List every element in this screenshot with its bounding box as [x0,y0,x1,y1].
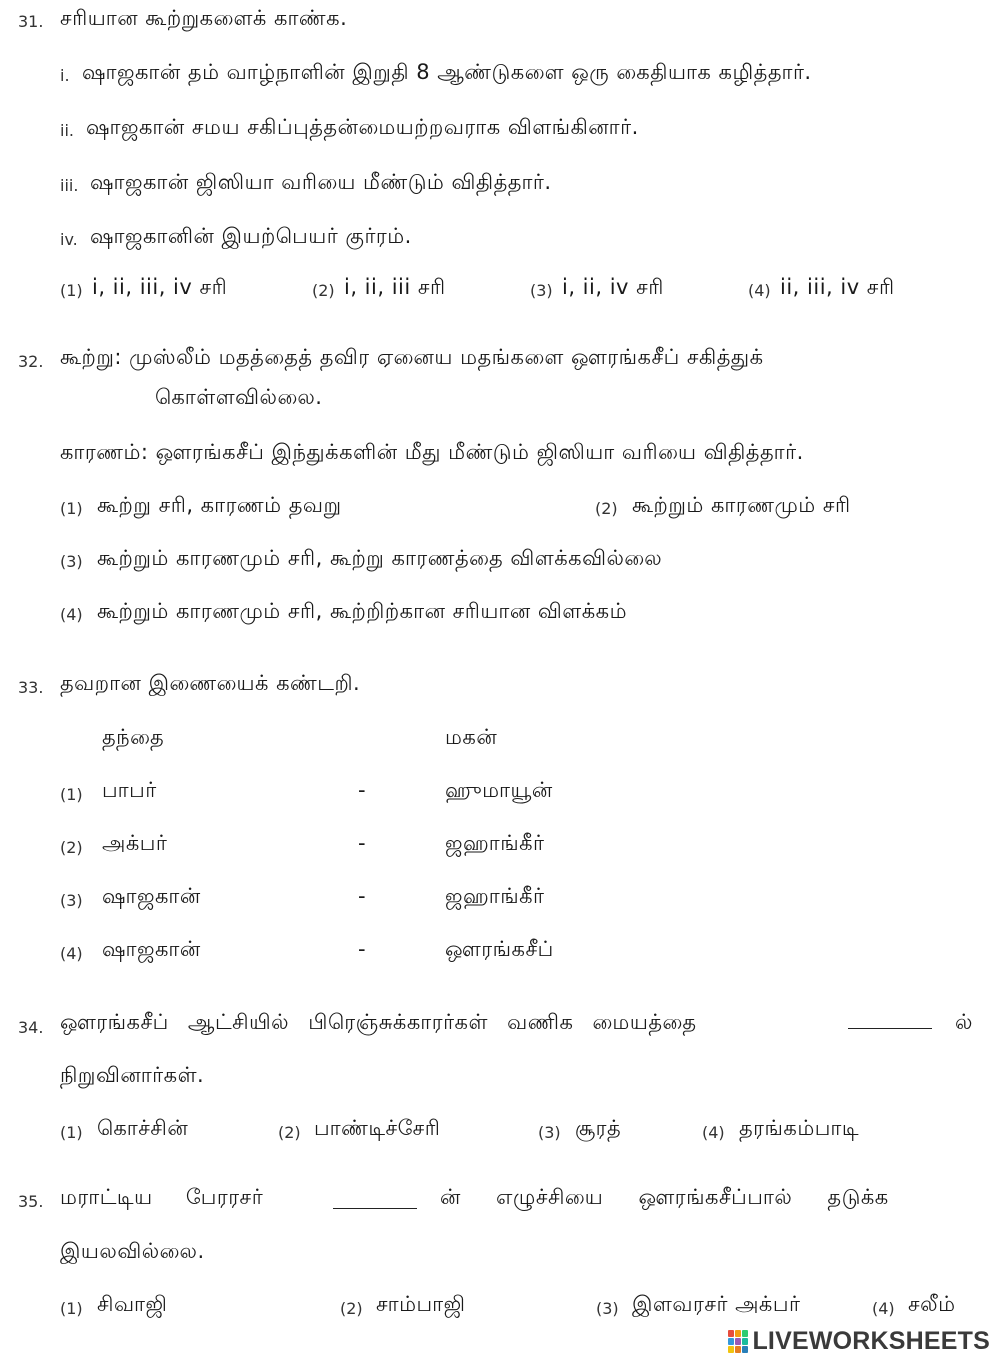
q34-option-number: (1) [60,1123,83,1142]
liveworksheets-logo-icon [728,1330,750,1354]
q33-father[interactable]: ஷாஜகான் [102,884,201,908]
q34-text-continued: நிறுவினார்கள். [60,1063,205,1087]
q33-option-number: (2) [60,838,83,857]
q31-option-number: (1) [60,281,83,300]
liveworksheets-logo[interactable] [728,1327,990,1356]
q34-number: 34. [18,1018,44,1037]
q35-text-continued: இயலவில்லை. [60,1239,205,1263]
q31-option-number: (3) [530,281,553,300]
q31-stem: சரியான கூற்றுகளைக் காண்க. [60,6,348,30]
q31-statement: ஷாஜகான் சமய சகிப்புத்தன்மையற்றவராக விளங்கினார். [86,115,639,139]
q34-option-number: (2) [278,1123,301,1142]
q33-column-father: தந்தை [102,725,165,749]
logo-tile [742,1330,748,1337]
q33-dash: - [358,937,367,961]
q32-option[interactable]: கூற்றும் காரணமும் சரி, கூற்று காரணத்தை விளக்கவில்லை [97,546,663,570]
q32-option[interactable]: கூற்றும் காரணமும் சரி [632,493,851,517]
q32-reason: காரணம்: ஔரங்கசீப் இந்துக்களின் மீது மீண்டும் ஜிஸியா வரியை விதித்தார். [60,440,804,464]
logo-tile [735,1346,741,1353]
q33-dash: - [358,778,367,802]
q31-statement: ஷாஜகானின் இயற்பெயர் குர்ரம். [90,224,412,248]
q32-option[interactable]: கூற்றும் காரணமும் சரி, கூற்றிற்கான சரியான விளக்கம் [97,599,627,623]
logo-tile [735,1338,741,1345]
q35-text: மராட்டிய பேரரசர் [60,1185,264,1209]
q33-son[interactable]: ஜஹாங்கீர் [445,831,545,855]
q31-option[interactable]: ii, iii, iv சரி [780,275,895,299]
q35-number: 35. [18,1192,44,1211]
q31-option[interactable]: i, ii, iii சரி [344,275,446,299]
q31-statement-marker: i. [60,66,70,85]
q32-option-number: (2) [595,499,618,518]
q31-option-number: (4) [748,281,771,300]
q35-text-after-blank: ன் எழுச்சியை ஔரங்கசீப்பால் தடுக்க [440,1185,889,1209]
q35-option-number: (4) [872,1299,895,1318]
q31-option[interactable]: i, ii, iv சரி [562,275,664,299]
q35-option[interactable]: சாம்பாஜி [376,1292,466,1316]
q33-number: 33. [18,678,44,697]
logo-tile [742,1338,748,1345]
liveworksheets-logo-text: LIVEWORKSHEETS [752,1327,990,1355]
q31-number: 31. [18,12,44,31]
q34-option[interactable]: கொச்சின் [97,1116,189,1140]
q33-stem: தவறான இணையைக் கண்டறி. [60,671,361,695]
q34-option-number: (3) [538,1123,561,1142]
q34-answer-blank[interactable] [848,1026,932,1029]
q33-father[interactable]: ஷாஜகான் [102,937,201,961]
q32-option-number: (3) [60,552,83,571]
q35-option-number: (1) [60,1299,83,1318]
logo-tile [728,1338,734,1345]
q33-option-number: (1) [60,785,83,804]
q32-option-number: (1) [60,499,83,518]
q34-option[interactable]: சூரத் [575,1116,622,1140]
logo-tile [728,1330,734,1337]
q32-option-number: (4) [60,605,83,624]
q32-assertion-continued: கொள்ளவில்லை. [155,385,323,409]
q32-assertion: கூற்று: முஸ்லீம் மதத்தைத் தவிர ஏனைய மதங்களை ஔரங்கசீப் சகித்துக் [60,345,764,369]
q32-number: 32. [18,352,44,371]
q33-son[interactable]: ஜஹாங்கீர் [445,884,545,908]
q31-statement-marker: ii. [60,121,74,140]
logo-tile [735,1330,741,1337]
q35-answer-blank[interactable] [333,1206,417,1209]
q35-option-number: (2) [340,1299,363,1318]
q33-son[interactable]: ஔரங்கசீப் [445,937,554,961]
q34-suffix: ல் [955,1010,973,1034]
logo-tile [742,1346,748,1353]
q34-option[interactable]: பாண்டிச்சேரி [314,1116,441,1140]
q35-option[interactable]: சிவாஜி [97,1292,168,1316]
q31-statement-marker: iii. [60,176,79,195]
q34-option[interactable]: தரங்கம்பாடி [739,1116,860,1140]
q33-dash: - [358,831,367,855]
q31-option[interactable]: i, ii, iii, iv சரி [92,275,228,299]
q35-option-number: (3) [596,1299,619,1318]
q31-statement: ஷாஜகான் ஜிஸியா வரியை மீண்டும் விதித்தார். [90,170,552,194]
q33-father[interactable]: பாபர் [102,778,157,802]
q33-dash: - [358,884,367,908]
q33-column-son: மகன் [445,725,498,749]
q33-father[interactable]: அக்பர் [102,831,168,855]
logo-tile [728,1346,734,1353]
q31-statement-marker: iv. [60,230,78,249]
q32-option[interactable]: கூற்று சரி, காரணம் தவறு [97,493,342,517]
q33-son[interactable]: ஹுமாயூன் [445,778,553,802]
q31-option-number: (2) [312,281,335,300]
q31-statement: ஷாஜகான் தம் வாழ்நாளின் இறுதி 8 ஆண்டுகளை ஒரு கைதியாக கழித்தார். [82,60,812,84]
q35-option[interactable]: சலீம் [908,1292,956,1316]
q33-option-number: (4) [60,944,83,963]
q35-option[interactable]: இளவரசர் அக்பர் [632,1292,801,1316]
q34-option-number: (4) [702,1123,725,1142]
q33-option-number: (3) [60,891,83,910]
q34-text: ஔரங்கசீப் ஆட்சியில் பிரெஞ்சுக்காரர்கள் வணிக மையத்தை [60,1010,697,1034]
